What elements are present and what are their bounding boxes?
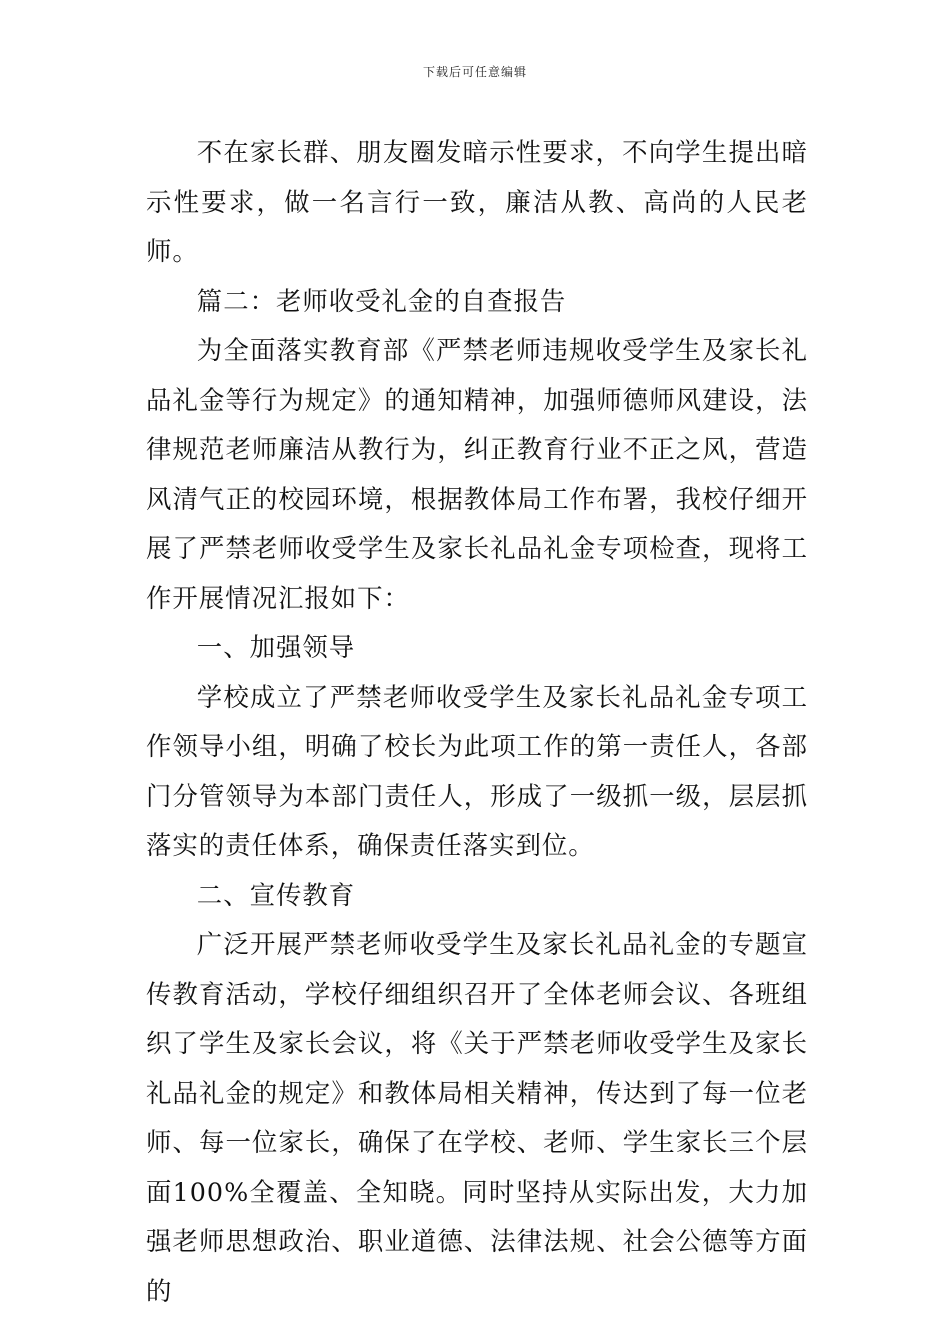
heading-leadership: 一、加强领导 bbox=[196, 632, 356, 662]
paragraph-continued: 不在家长群、朋友圈发暗示性要求，不向学生提出暗示性要求，做一名言行一致，廉洁从教、高尚的人民老师。 bbox=[146, 137, 808, 266]
paragraph-education: 广泛开展严禁老师收受学生及家长礼品礼金的专题宣传教育活动，学校仔细组织召开了全体老师会议、各班组织了学生及家长会议，将《关于严禁老师收受学生及家长礼品礼金的规定》和教体局相关精神，传达到了每一位老师、每一位家长，确保了在学校、老师、学生家长三个层面100%全覆盖、全知晓。同时坚持从实际出发，大力加强老师思想政治、职业道德、法律法规、社会公德等方面的 bbox=[146, 929, 808, 1306]
paragraph-intro: 为全面落实教育部《严禁老师违规收受学生及家长礼品礼金等行为规定》的通知精神，加强师德师风建设，法律规范老师廉洁从教行为，纠正教育行业不正之风，营造风清气正的校园环境，根据教体局工作布署，我校仔细开展了严禁老师收受学生及家长礼品礼金专项检查，现将工作开展情况汇报如下： bbox=[146, 335, 808, 613]
paragraph-leadership: 学校成立了严禁老师收受学生及家长礼品礼金专项工作领导小组，明确了校长为此项工作的第一责任人，各部门分管领导为本部门责任人，形成了一级抓一级，层层抓落实的责任体系，确保责任落实到位。 bbox=[146, 681, 808, 860]
document-body bbox=[146, 128, 808, 1316]
section-title: 篇二：老师收受礼金的自查报告 bbox=[196, 285, 567, 316]
heading-education: 二、宣传教育 bbox=[196, 879, 356, 910]
page-header: 下载后可任意编辑 bbox=[422, 65, 527, 79]
